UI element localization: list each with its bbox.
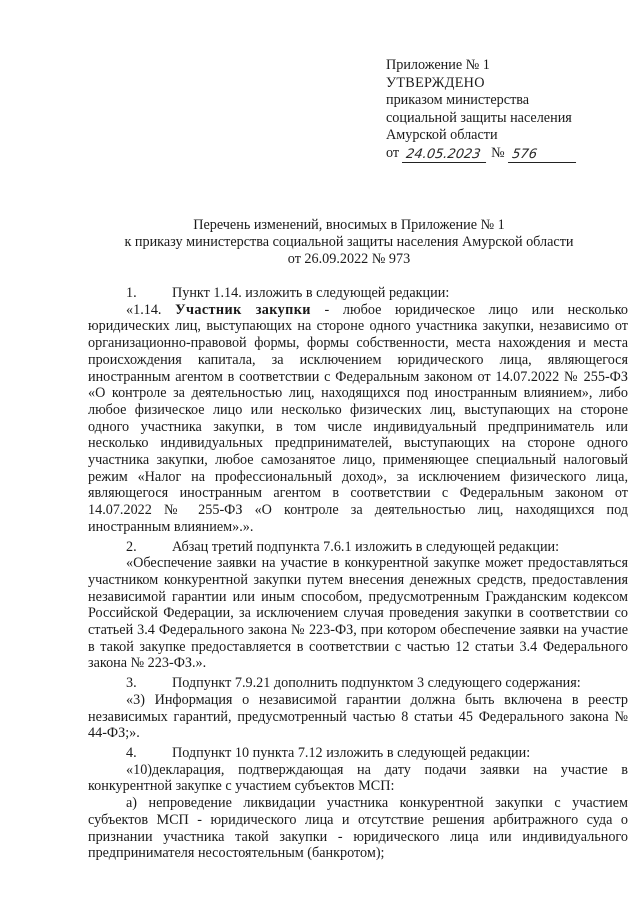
item-1-quote xyxy=(88,302,628,536)
item-4-quote: «10)декларация, подтверждающая на дату подачи заявки на участие в конкурентной закупке с участием субъектов МСП: xyxy=(88,761,628,795)
item-4-number: 4. xyxy=(126,744,137,761)
item-1-number: 1. xyxy=(126,285,137,301)
handwritten-date: 24.05.2023 xyxy=(402,148,488,163)
item-2-heading xyxy=(88,539,628,556)
title-line-1: Перечень изменений, вносимых в Приложение № 1 xyxy=(193,217,505,233)
approved-label: УТВЕРЖДЕНО xyxy=(386,74,485,91)
item-4-text: Подпункт 10 пункта 7.12 изложить в следующей редакции: xyxy=(172,744,531,761)
approval-line-3: Амурской области xyxy=(386,127,498,144)
item-3-number: 3. xyxy=(126,675,137,692)
handwritten-number: 576 xyxy=(508,148,578,163)
item-2-text: Абзац третий подпункта 7.6.1 изложить в следующей редакции: xyxy=(172,538,560,555)
item-1-heading xyxy=(88,285,628,302)
approval-block xyxy=(386,57,616,163)
item-2-number: 2. xyxy=(126,538,137,555)
appendix-label: Приложение № 1 xyxy=(386,57,490,73)
order-date-number xyxy=(386,145,577,163)
item-2-quote: «Обеспечение заявки на участие в конкурентной закупке может предоставляться участником конкурентной закупки путем внесения денежных средств, предоставления независимой гарантии или иным способом, предусмотренным Гражданским кодексом Российской Федерации, за исключением случая проведения закупки в соответствии со статьей 3.4 Федерального закона № 223-ФЗ, при котором обеспечение заявки на участие в такой закупке предоставляется в соответствии с частью 12 статьи 3.4 Федерального закона № 223-ФЗ.». xyxy=(88,555,628,672)
date-prefix: от xyxy=(386,144,400,161)
item-1-text: Пункт 1.14. изложить в следующей редакции: xyxy=(172,285,450,301)
item-3-heading xyxy=(88,675,628,692)
document-title xyxy=(70,217,628,268)
item-3-text: Подпункт 7.9.21 дополнить подпунктом 3 следующего содержания: xyxy=(172,675,581,692)
item-4-heading xyxy=(88,745,628,762)
item-1-term: Участник закупки xyxy=(175,301,311,318)
item-3-quote: «3) Информация о независимой гарантии должна быть включена в реестр независимых гарантий, предусмотренный частью 8 статьи 45 Федерального закона № 44-ФЗ;». xyxy=(88,691,628,742)
item-1-quote-prefix: «1.14. xyxy=(126,301,176,318)
approval-line-2: социальной защиты населения xyxy=(386,109,572,126)
document-body xyxy=(88,282,628,862)
approval-line-1: приказом министерства xyxy=(386,92,530,109)
title-line-3: от 26.09.2022 № 973 xyxy=(287,251,411,267)
title-line-2: к приказу министерства социальной защиты населения Амурской области xyxy=(124,234,574,250)
number-prefix: № xyxy=(491,144,505,161)
item-1-definition: - любое юридическое лицо или несколько юридических лиц, выступающих на стороне одного участника закупки, независимо от организационно-правовой формы, формы собственности, места нахождения и места происхождения капитала, за исключением юридического лица, являющегося иностранным агентом в соответствии с Федеральным законом от 14.07.2022 № 255-ФЗ «О контроле за деятельностью лиц, находящихся под иностранным влиянием», либо любое физическое лицо или несколько физических лиц, выступающих на стороне одного участника закупки, в том числе индивидуальный предприниматель или несколько индивидуальных предпринимателей, выступающих на стороне одного участника закупки, любое самозанятое лицо, применяющее специальный налоговый режим «Налог на профессиональный доход», за исключением физического лица, являющегося иностранным агентом в соответствии с Федеральным законом от 14.07.2022 № 255-ФЗ «О контроле за деятельностью лиц, находящихся под иностранным влиянием».». xyxy=(88,301,628,535)
item-4-subitem-a: а) непроведение ликвидации участника конкурентной закупки с участием субъектов МСП - юридического лица и отсутствие решения арбитражного суда о признании участника такой закупки - юридического лица или индивидуального предпринимателя несостоятельным (банкротом); xyxy=(88,795,628,862)
